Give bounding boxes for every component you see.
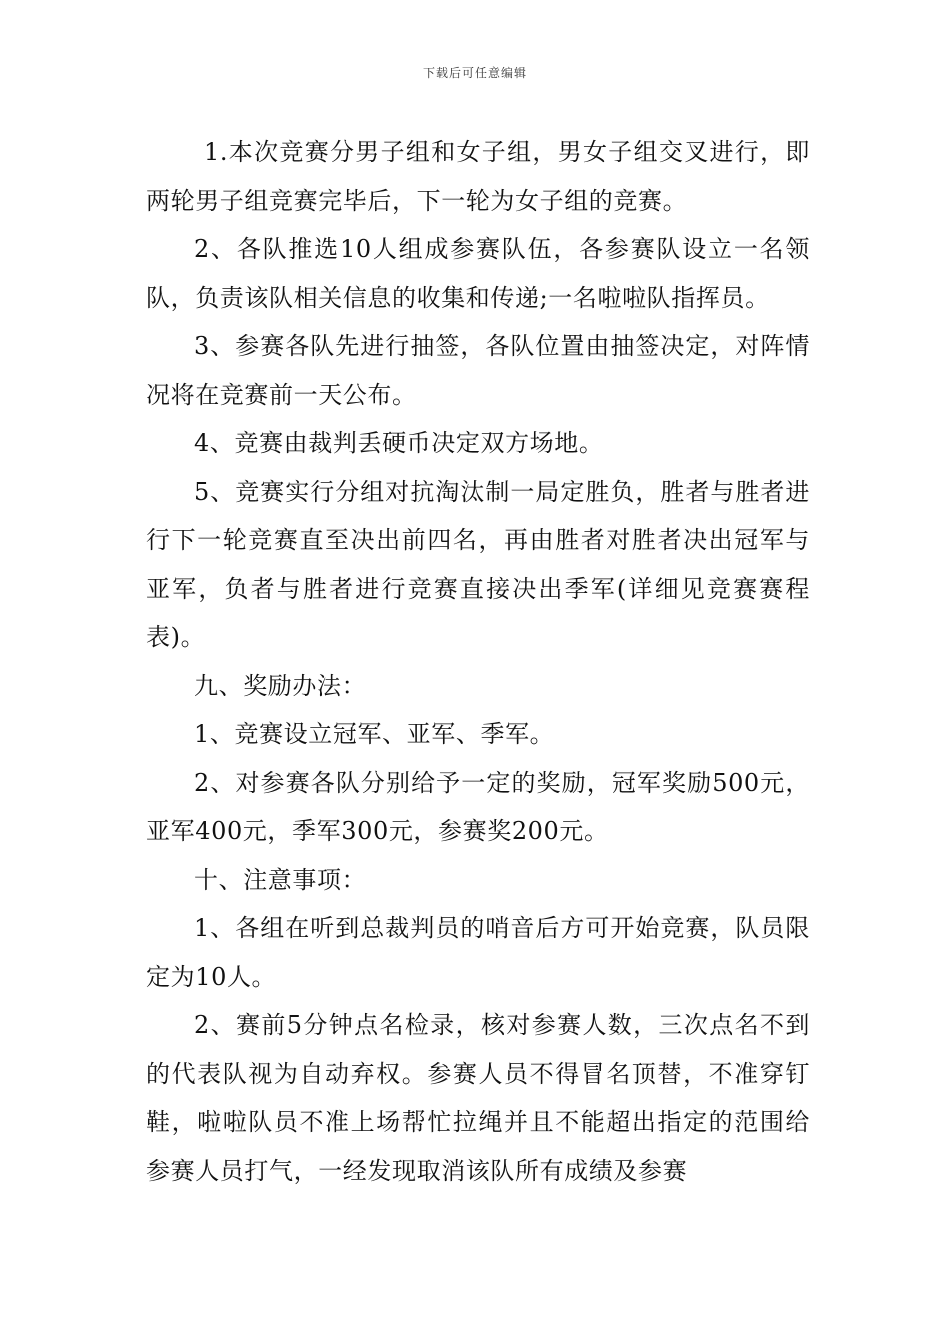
paragraph-rule-5: 5、竞赛实行分组对抗淘汰制一局定胜负，胜者与胜者进行下一轮竞赛直至决出前四名，再由胜者对胜者决出冠军与亚军，负者与胜者进行竞赛直接决出季军(详细见竞赛赛程表)。 bbox=[146, 477, 810, 651]
paragraph-award-2: 2、对参赛各队分别给予一定的奖励，冠军奖励500元，亚军400元，季军300元，参赛奖200元。 bbox=[146, 768, 810, 845]
paragraph-rule-2: 2、各队推选10人组成参赛队伍，各参赛队设立一名领队，负责该队相关信息的收集和传递;一名啦啦队指挥员。 bbox=[146, 235, 810, 312]
paragraph-rule-3: 3、参赛各队先进行抽签，各队位置由抽签决定，对阵情况将在竞赛前一天公布。 bbox=[146, 332, 810, 409]
paragraph-rule-1: 1.本次竞赛分男子组和女子组，男女子组交叉进行，即两轮男子组竞赛完毕后，下一轮为女子组的竞赛。 bbox=[146, 138, 810, 215]
section-heading-awards: 九、奖励办法： bbox=[194, 671, 367, 700]
paragraph-rule-4: 4、竞赛由裁判丢硬币决定双方场地。 bbox=[194, 429, 604, 457]
paragraph-award-1: 1、竞赛设立冠军、亚军、季军。 bbox=[194, 720, 555, 748]
paragraph-note-2: 2、赛前5分钟点名检录，核对参赛人数，三次点名不到的代表队视为自动弃权。参赛人员不得冒名顶替，不准穿钉鞋，啦啦队员不准上场帮忙拉绳并且不能超出指定的范围给参赛人员打气，一经发现取消该队所有成绩及参赛 bbox=[146, 1011, 810, 1185]
document-body bbox=[146, 128, 810, 1195]
section-heading-notes: 十、注意事项： bbox=[194, 865, 367, 894]
paragraph-note-1: 1、各组在听到总裁判员的哨音后方可开始竞赛，队员限定为10人。 bbox=[146, 914, 810, 991]
header-note: 下载后可任意编辑 bbox=[422, 66, 527, 80]
